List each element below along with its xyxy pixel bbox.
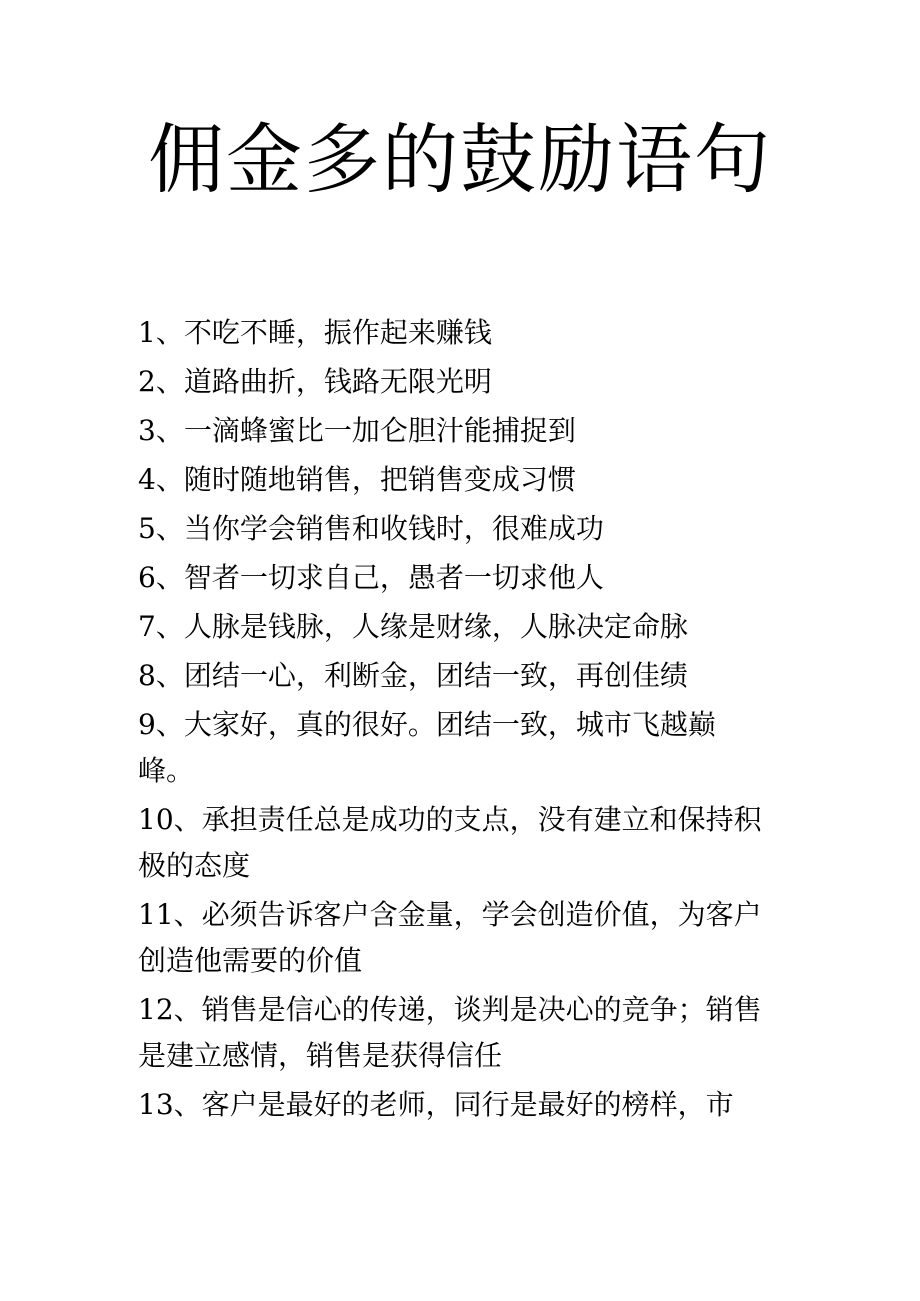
list-item: 5、当你学会销售和收钱时，很难成功 (138, 512, 604, 545)
list-item: 1、不吃不睡，振作起来赚钱 (138, 316, 492, 349)
list-item: 9、大家好，真的很好。团结一致，城市飞越巅峰。 (138, 708, 716, 787)
list-item: 13、客户是最好的老师，同行是最好的榜样，市 (138, 1088, 734, 1121)
list-item: 6、智者一切求自己，愚者一切求他人 (138, 561, 604, 594)
slogan-list (138, 310, 762, 1131)
list-item: 8、团结一心，利断金，团结一致，再创佳绩 (138, 659, 688, 692)
page-title: 佣金多的鼓励语句 (148, 115, 772, 204)
list-item: 3、一滴蜂蜜比一加仑胆汁能捕捉到 (138, 414, 576, 447)
list-item: 4、随时随地销售，把销售变成习惯 (138, 463, 576, 496)
list-item: 11、必须告诉客户含金量，学会创造价值，为客户创造他需要的价值 (138, 898, 762, 977)
list-item: 12、销售是信心的传递，谈判是决心的竞争；销售是建立感情，销售是获得信任 (138, 993, 762, 1072)
list-item: 2、道路曲折，钱路无限光明 (138, 365, 492, 398)
list-item: 7、人脉是钱脉，人缘是财缘，人脉决定命脉 (138, 610, 688, 643)
list-item: 10、承担责任总是成功的支点，没有建立和保持积极的态度 (138, 803, 762, 882)
